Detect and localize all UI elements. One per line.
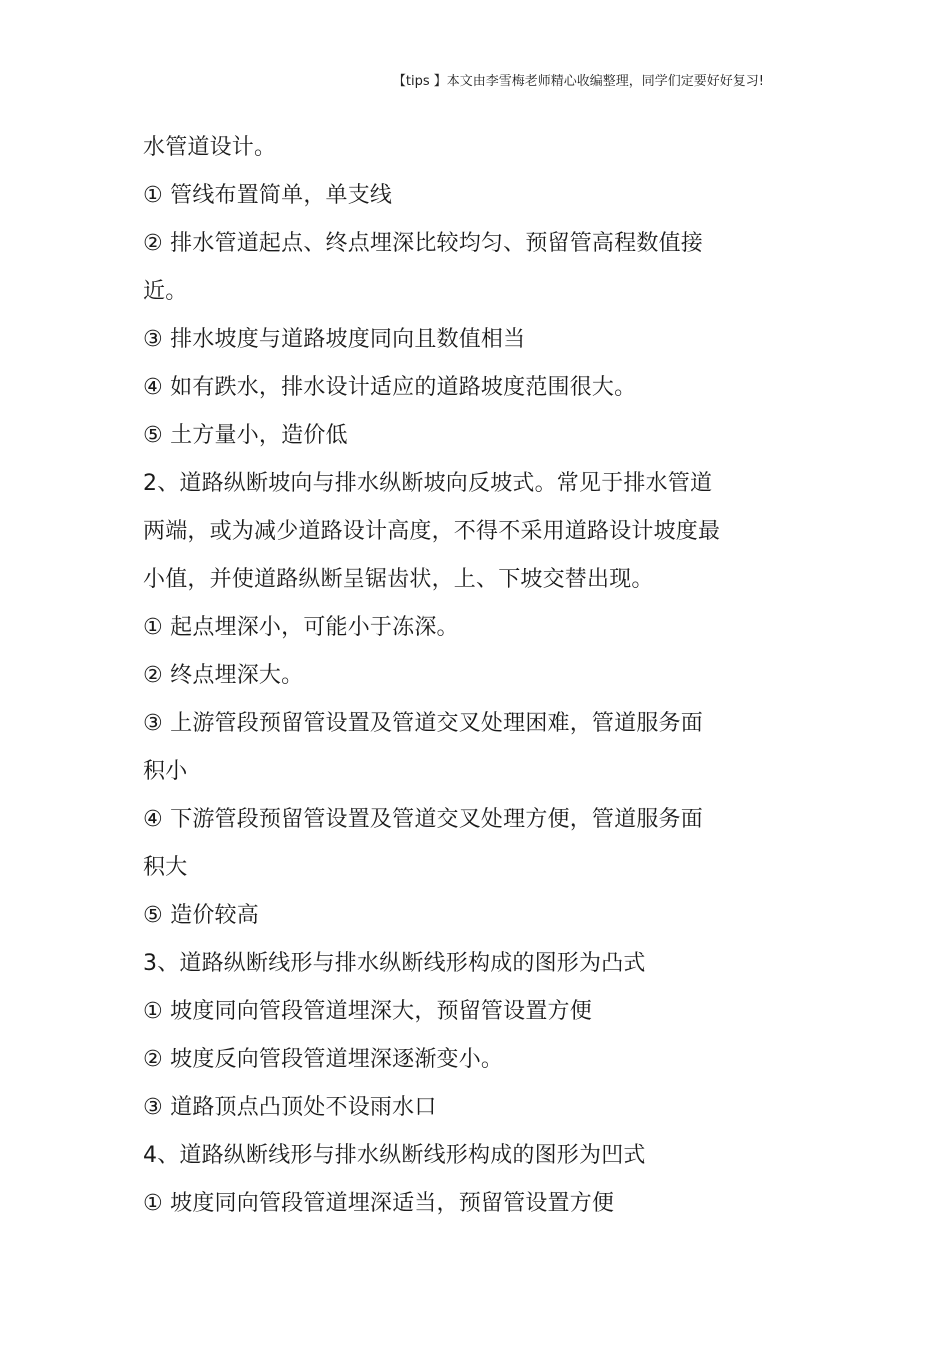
text-line: ① 坡度同向管段管道埋深大，预留管设置方便 <box>143 999 592 1024</box>
text-line: 积大 <box>143 855 188 880</box>
text-line: ③ 道路顶点凸顶处不设雨水口 <box>143 1095 437 1120</box>
text-line: 3、道路纵断线形与排水纵断线形构成的图形为凸式 <box>143 951 646 976</box>
text-line: 两端，或为减少道路设计高度，不得不采用道路设计坡度最 <box>143 519 721 544</box>
text-line: 2、道路纵断坡向与排水纵断坡向反坡式。常见于排水管道 <box>143 471 713 496</box>
text-line: ④ 下游管段预留管设置及管道交叉处理方便，管道服务面 <box>143 807 703 832</box>
text-line: ⑤ 造价较高 <box>143 903 259 928</box>
text-line: ③ 排水坡度与道路坡度同向且数值相当 <box>143 327 526 352</box>
text-line: ③ 上游管段预留管设置及管道交叉处理困难，管道服务面 <box>143 711 703 736</box>
document-body <box>143 124 743 1228</box>
text-line: 近。 <box>143 279 188 304</box>
text-line: ① 坡度同向管段管道埋深适当，预留管设置方便 <box>143 1191 615 1216</box>
text-line: ⑤ 土方量小，造价低 <box>143 423 348 448</box>
text-line: ② 坡度反向管段管道埋深逐渐变小。 <box>143 1047 504 1072</box>
text-line: 积小 <box>143 759 188 784</box>
text-line: ① 起点埋深小，可能小于冻深。 <box>143 615 459 640</box>
text-line: ② 排水管道起点、终点埋深比较均匀、预留管高程数值接 <box>143 231 703 256</box>
text-line: ② 终点埋深大。 <box>143 663 304 688</box>
header-note: 【tips 】本文由李雪梅老师精心收编整理，同学们定要好好复习! <box>392 74 764 89</box>
text-line: 水管道设计。 <box>143 135 277 160</box>
text-line: 小值，并使道路纵断呈锯齿状，上、下坡交替出现。 <box>143 567 654 592</box>
text-line: 4、道路纵断线形与排水纵断线形构成的图形为凹式 <box>143 1143 646 1168</box>
text-line: ④ 如有跌水，排水设计适应的道路坡度范围很大。 <box>143 375 637 400</box>
text-line: ① 管线布置简单，单支线 <box>143 183 393 208</box>
